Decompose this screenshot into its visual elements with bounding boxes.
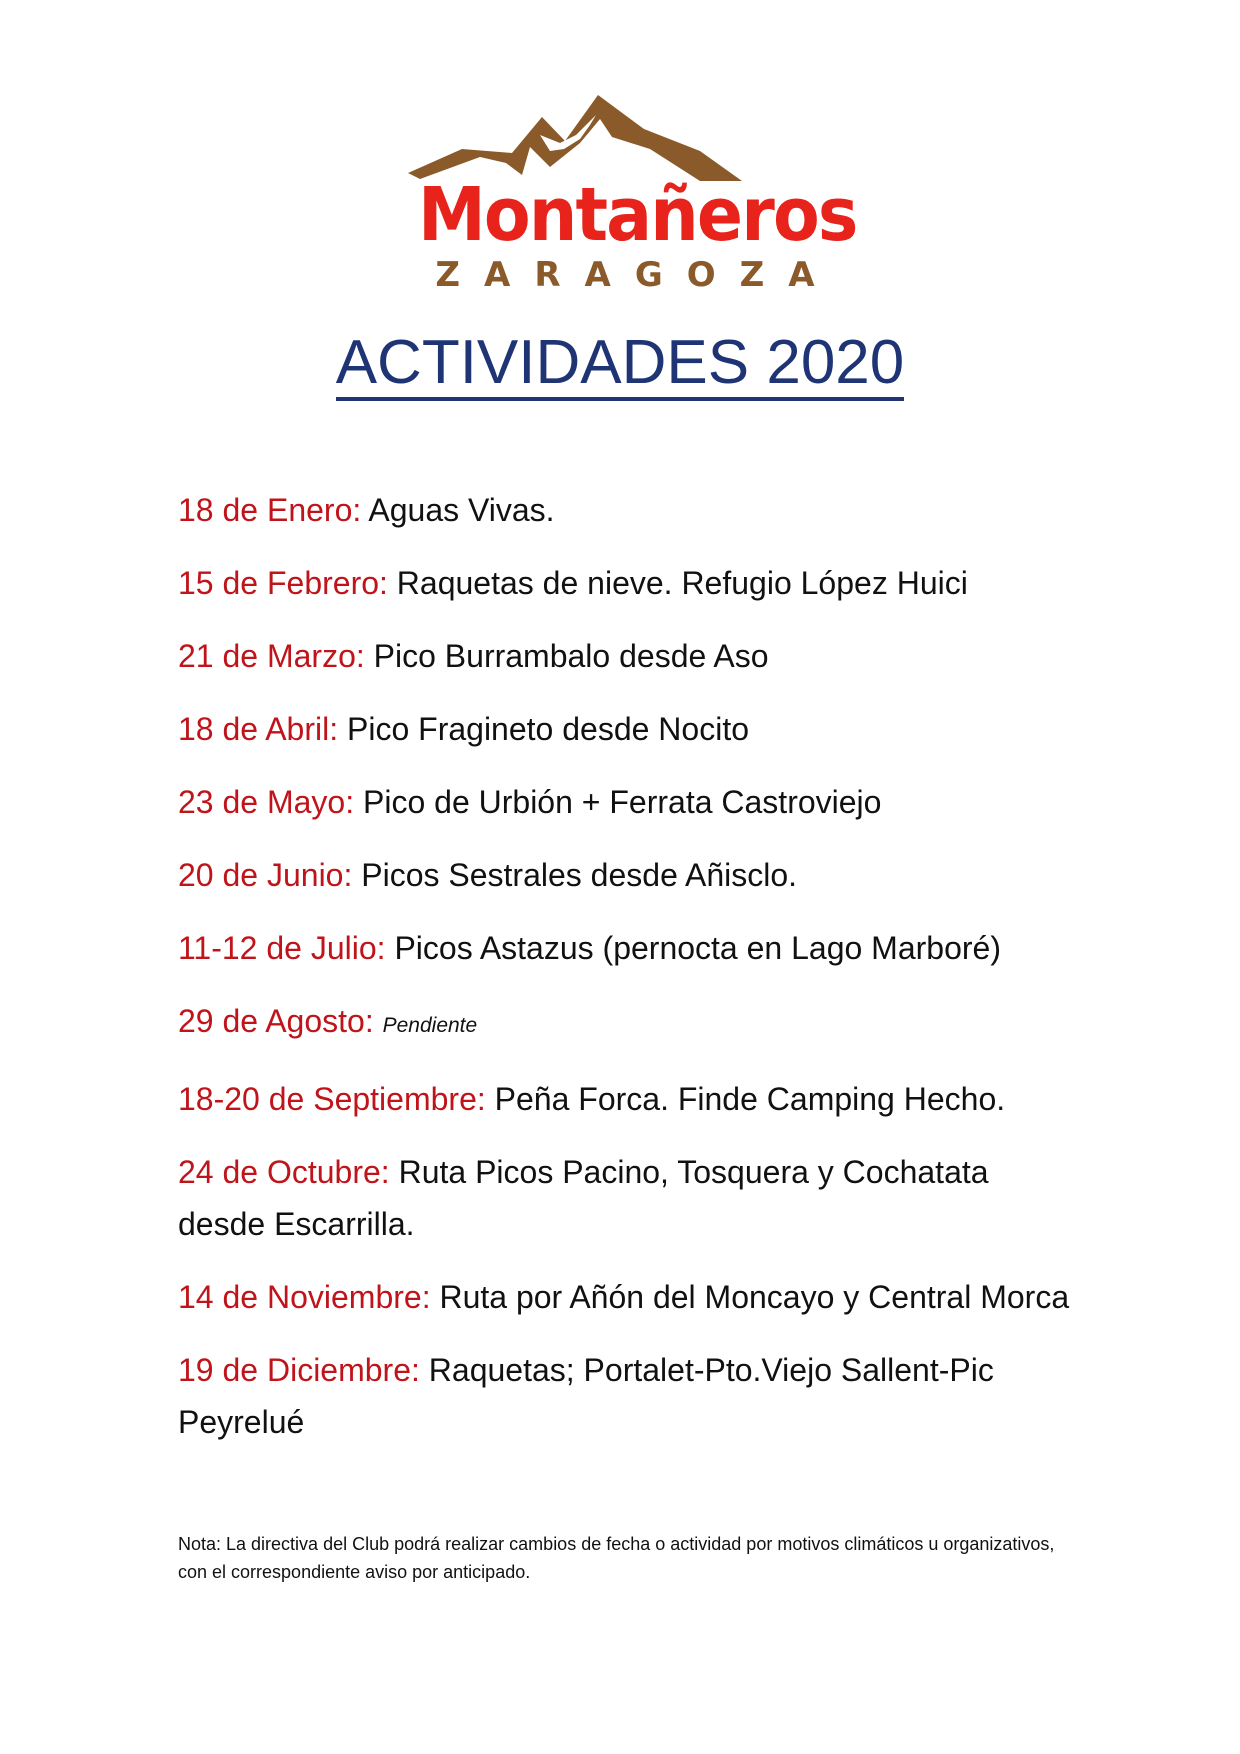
activity-date: 23 de Mayo:: [178, 784, 355, 820]
activity-description: Ruta Picos Pacino, Tosquera y Cochatata desde Escarrilla.: [178, 1154, 989, 1242]
activity-date: 18 de Enero:: [178, 492, 362, 528]
activity-date: 15 de Febrero:: [178, 565, 388, 601]
list-item: [178, 484, 1078, 536]
list-item: [178, 995, 1078, 1052]
activity-description: Pico Fragineto desde Nocito: [347, 711, 749, 747]
activity-list: [178, 484, 1078, 1469]
activity-description: Ruta por Añón del Moncayo y Central Morca: [439, 1279, 1070, 1315]
club-logo: [400, 95, 857, 295]
list-item: [178, 1073, 1078, 1125]
activity-description: Pendiente: [382, 1014, 478, 1037]
activity-date: 24 de Octubre:: [178, 1154, 390, 1190]
list-item: [178, 630, 1078, 682]
list-item: [178, 849, 1078, 901]
activity-description: Picos Astazus (pernocta en Lago Marboré): [394, 930, 1001, 966]
activity-date: 21 de Marzo:: [178, 638, 365, 674]
list-item: [178, 1146, 1078, 1250]
list-item: [178, 776, 1078, 828]
logo-wordmark: Montañeros: [418, 172, 857, 258]
activity-date: 14 de Noviembre:: [178, 1279, 431, 1315]
activity-description: Pico Burrambalo desde Aso: [373, 638, 769, 674]
activity-date: 18 de Abril:: [178, 711, 339, 747]
list-item: [178, 1344, 1078, 1448]
activity-description: Peña Forca. Finde Camping Hecho.: [494, 1081, 1006, 1117]
activity-description: Pico de Urbión + Ferrata Castroviejo: [363, 784, 882, 820]
activity-date: 18-20 de Septiembre:: [178, 1081, 486, 1117]
activity-date: 19 de Diciembre:: [178, 1352, 420, 1388]
page-title: [0, 325, 1240, 401]
activity-date: 29 de Agosto:: [178, 1003, 374, 1039]
list-item: [178, 703, 1078, 755]
footnote: Nota: La directiva del Club podrá realizar cambios de fecha o actividad por motivos climáticos u organizativos, con el correspondiente aviso por anticipado.: [178, 1534, 1055, 1582]
activity-description: Picos Sestrales desde Añisclo.: [361, 857, 798, 893]
activity-date: 20 de Junio:: [178, 857, 353, 893]
list-item: [178, 922, 1078, 974]
activity-date: 11-12 de Julio:: [178, 930, 386, 966]
list-item: [178, 1271, 1078, 1323]
activity-description: Raquetas de nieve. Refugio López Huici: [396, 565, 968, 601]
logo-city: ZARAGOZA: [435, 255, 839, 295]
activity-description: Aguas Vivas.: [368, 492, 555, 528]
list-item: [178, 557, 1078, 609]
page-title-text: ACTIVIDADES 2020: [336, 328, 905, 401]
activity-description: Raquetas; Portalet-Pto.Viejo Sallent-Pic Peyrelué: [178, 1352, 994, 1440]
